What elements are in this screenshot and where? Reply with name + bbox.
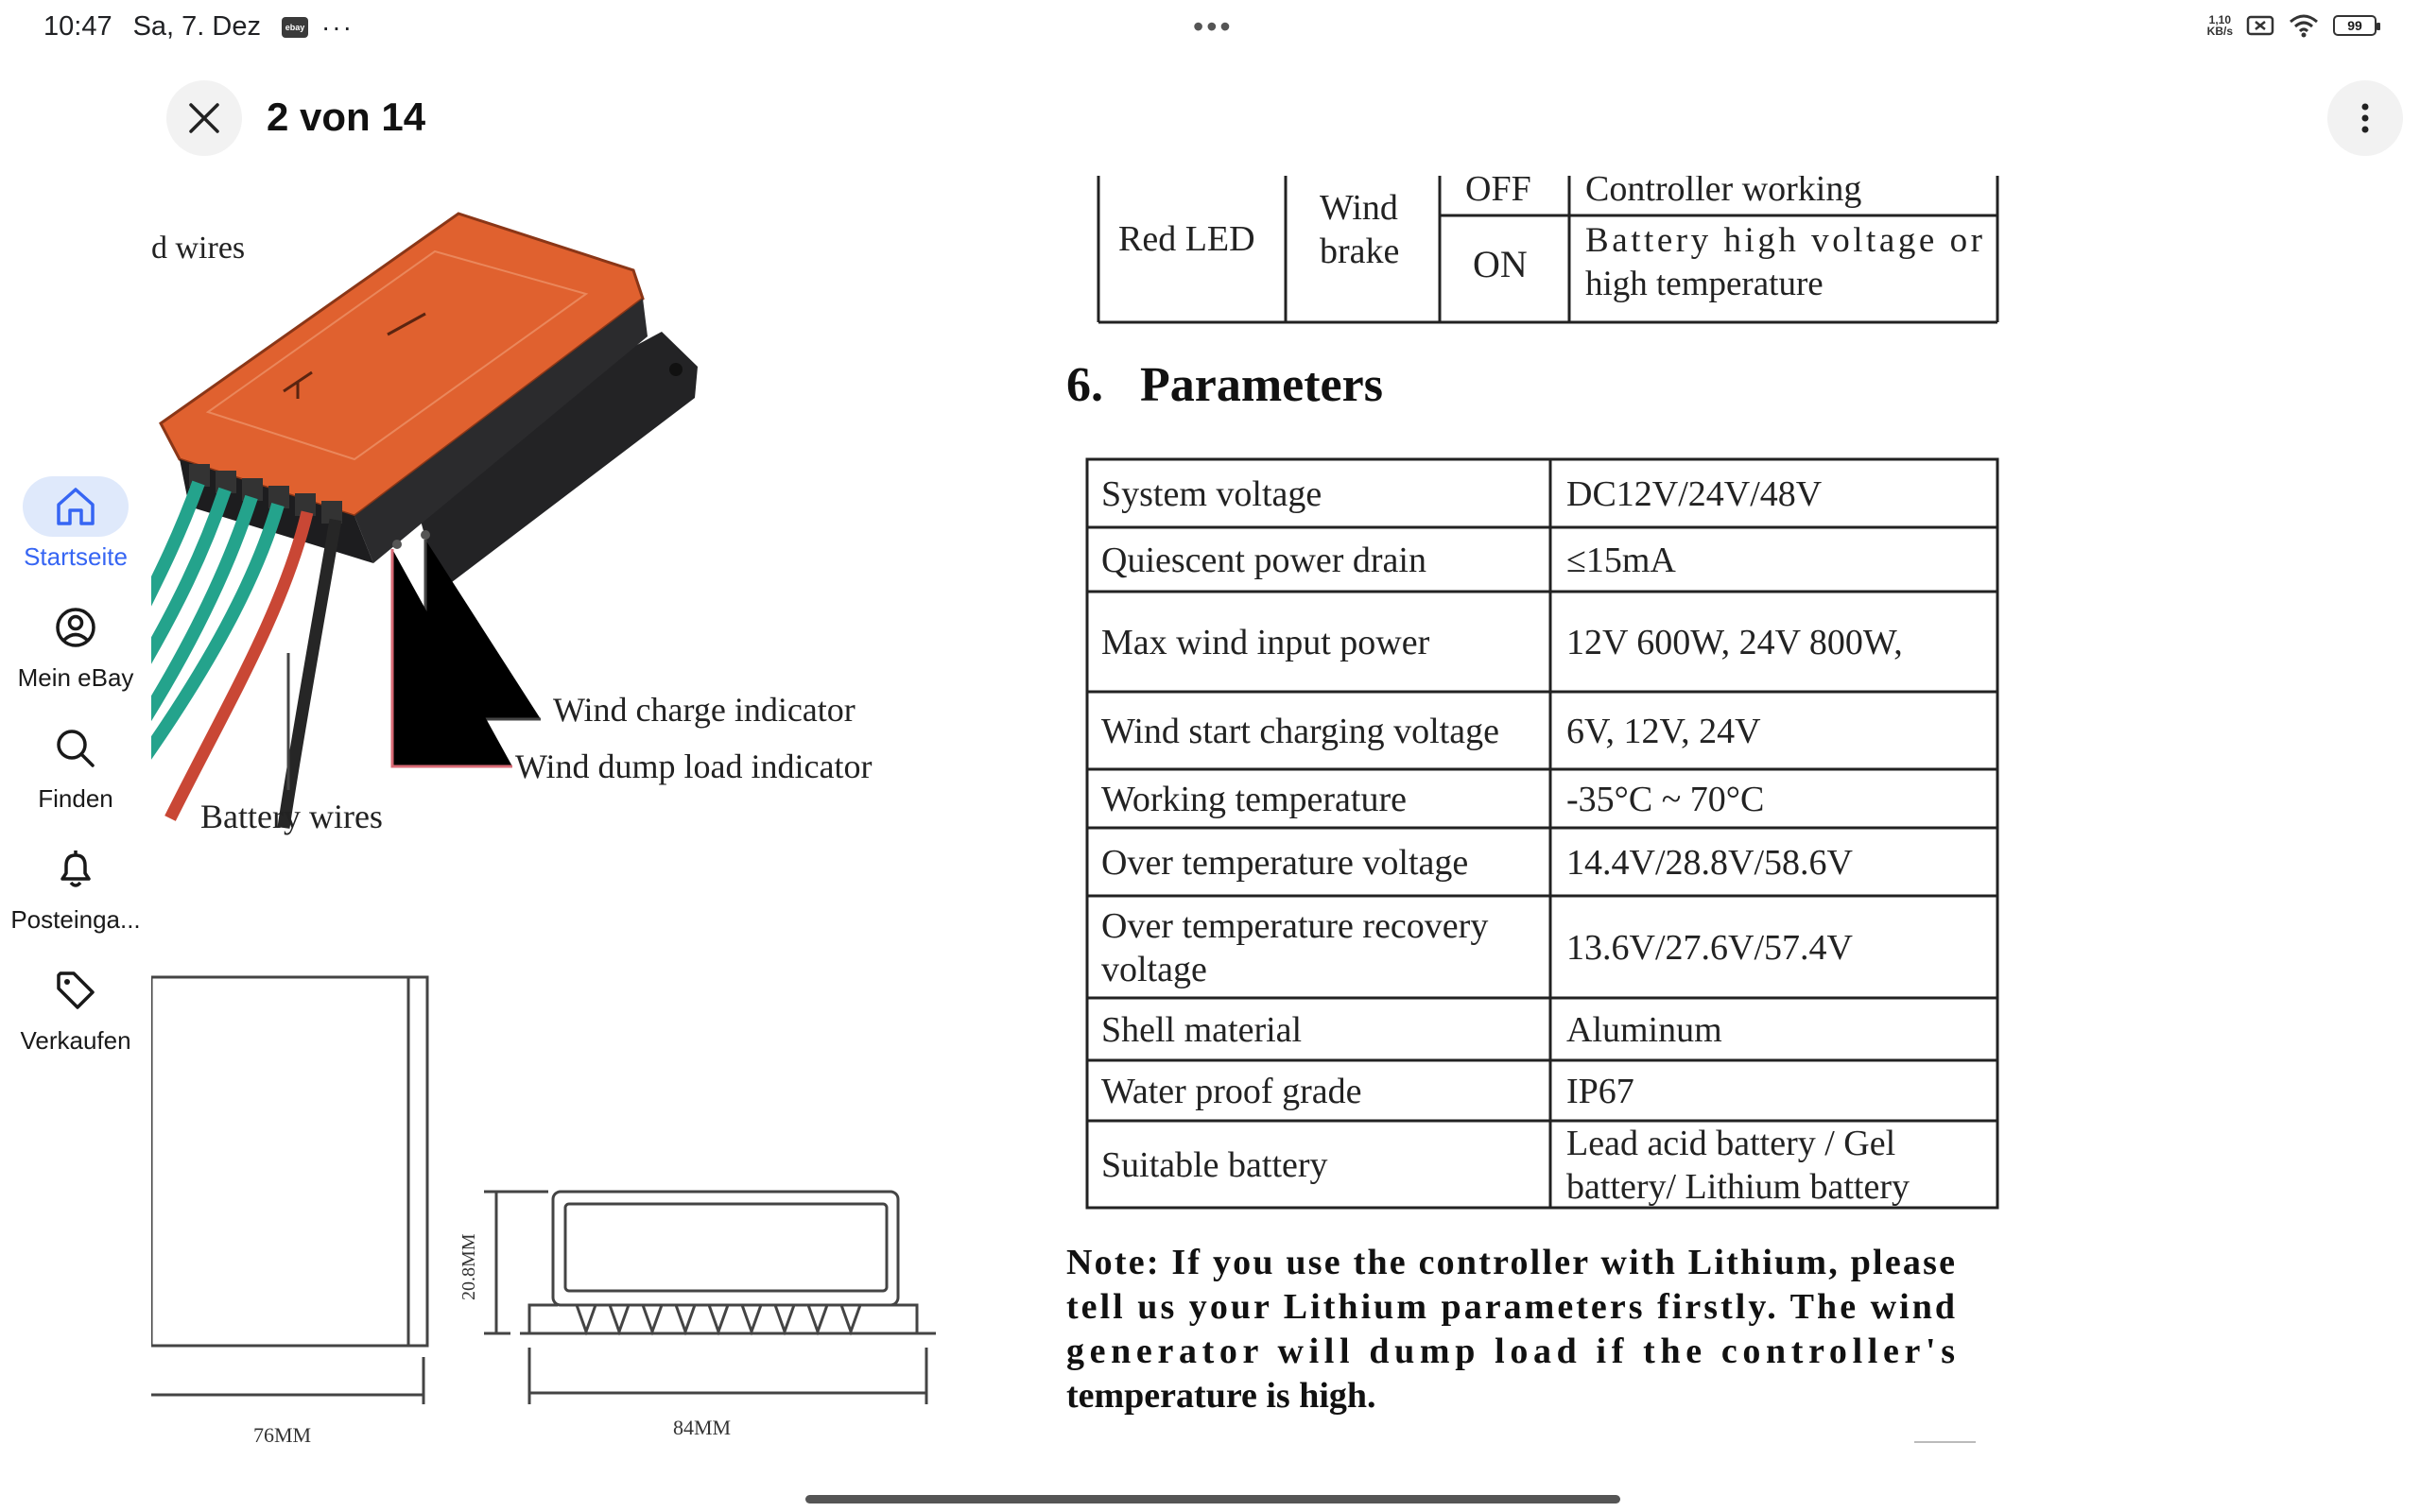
param-name-3-0: Wind start charging voltage xyxy=(1101,712,1499,751)
param-value-2-0: 12V 600W, 24V 800W, xyxy=(1566,623,1903,662)
account-icon xyxy=(53,605,98,650)
dimension-drawing-top xyxy=(151,977,427,1404)
param-value-3-0: 6V, 12V, 24V xyxy=(1566,712,1761,751)
led-table-brake: brake xyxy=(1320,232,1400,271)
status-right xyxy=(2207,13,2377,38)
param-value-7-0: Aluminum xyxy=(1566,1010,1722,1050)
callout-wind-charge: Wind charge indicator xyxy=(553,691,856,729)
image-counter: 2 von 14 xyxy=(267,94,426,139)
dim-width-label: 76MM xyxy=(253,1423,312,1447)
param-value-9-1: battery/ Lithium battery xyxy=(1566,1167,1910,1207)
param-value-8-0: IP67 xyxy=(1566,1072,1634,1111)
status-time: 10:47 xyxy=(43,11,112,42)
home-icon xyxy=(53,484,98,529)
param-value-6-0: 13.6V/27.6V/57.4V xyxy=(1566,928,1853,968)
window-handle-dots[interactable]: ••• xyxy=(1193,9,1234,43)
section-title: 6. Parameters xyxy=(1066,358,1383,412)
more-notifications-indicator: ··· xyxy=(320,11,354,42)
ebay-notification-icon: ebay xyxy=(282,17,308,38)
param-name-2-0: Max wind input power xyxy=(1101,623,1430,662)
viewer-header xyxy=(0,76,2420,161)
param-name-9-0: Suitable battery xyxy=(1101,1145,1328,1185)
product-image-canvas xyxy=(151,176,2193,1448)
nav-label-finden: Finden xyxy=(38,784,113,813)
controller-photo xyxy=(151,214,698,828)
param-value-4-0: -35°C ~ 70°C xyxy=(1566,780,1765,819)
callout-battery-wires: Battery wires xyxy=(200,798,383,835)
close-button[interactable] xyxy=(166,80,242,156)
led-table-wind: Wind xyxy=(1320,188,1398,228)
nav-item-startseite[interactable] xyxy=(0,472,151,593)
nav-item-finden[interactable] xyxy=(0,714,151,835)
led-table-desc-line1: Battery high voltage or xyxy=(1585,221,1982,260)
param-name-5-0: Over temperature voltage xyxy=(1101,843,1469,883)
nav-label-startseite: Startseite xyxy=(24,542,128,571)
dim-height-label: 20.8MM xyxy=(458,1233,479,1300)
param-name-6-1: voltage xyxy=(1101,950,1207,989)
sim-off-icon xyxy=(2246,14,2274,37)
more-options-button[interactable] xyxy=(2327,80,2403,156)
nav-item-mein-ebay[interactable] xyxy=(0,593,151,714)
status-left xyxy=(43,11,354,43)
led-table-desc-line2: high temperature xyxy=(1585,265,1824,303)
tag-icon xyxy=(53,968,98,1013)
param-name-8-0: Water proof grade xyxy=(1101,1072,1362,1111)
close-icon xyxy=(187,101,221,135)
nav-rail xyxy=(0,472,151,1077)
wifi-icon xyxy=(2288,13,2320,38)
battery-icon: 99 xyxy=(2333,15,2377,36)
param-value-5-0: 14.4V/28.8V/58.6V xyxy=(1566,843,1853,883)
nav-item-posteingang[interactable] xyxy=(0,835,151,956)
status-bar xyxy=(0,0,2420,60)
note-line-0: Note: If you use the controller with Lithium, please xyxy=(1066,1243,1955,1282)
bell-icon xyxy=(53,847,98,892)
parameters-rows xyxy=(1101,474,1910,1207)
led-table-col1: Red LED xyxy=(1118,219,1255,259)
note-paragraph xyxy=(1066,1243,1955,1416)
status-date: Sa, 7. Dez xyxy=(132,11,261,42)
note-line-2: generator will dump load if the controller's xyxy=(1066,1332,1955,1371)
dimension-drawing-side xyxy=(484,1192,936,1404)
param-value-9-0: Lead acid battery / Gel xyxy=(1566,1124,1896,1163)
param-name-4-0: Working temperature xyxy=(1101,780,1407,819)
product-image[interactable] xyxy=(151,176,2193,1448)
search-icon xyxy=(53,726,98,771)
led-table-on: ON xyxy=(1473,243,1528,285)
callout-wind-dump: Wind dump load indicator xyxy=(515,747,873,785)
param-value-0-0: DC12V/24V/48V xyxy=(1566,474,1823,514)
more-vertical-icon xyxy=(2360,101,2371,135)
callout-wires: d wires xyxy=(151,231,246,266)
note-line-3: temperature is high. xyxy=(1066,1376,1376,1416)
led-table-controller-working: Controller working xyxy=(1585,176,1862,209)
param-name-7-0: Shell material xyxy=(1101,1010,1303,1050)
param-name-6-0: Over temperature recovery xyxy=(1101,906,1489,946)
param-value-1-0: ≤15mA xyxy=(1566,541,1676,580)
home-indicator[interactable] xyxy=(805,1495,1620,1503)
network-speed: 1,10 KB/s xyxy=(2206,13,2233,38)
nav-label-mein-ebay: Mein eBay xyxy=(17,663,134,692)
nav-label-verkaufen: Verkaufen xyxy=(20,1026,131,1055)
led-table-off: OFF xyxy=(1465,176,1531,209)
param-name-0-0: System voltage xyxy=(1101,474,1322,514)
dim-depth-label: 84MM xyxy=(673,1416,732,1439)
param-name-1-0: Quiescent power drain xyxy=(1101,541,1426,580)
nav-item-verkaufen[interactable] xyxy=(0,956,151,1077)
note-line-1: tell us your Lithium parameters firstly. The wind xyxy=(1066,1287,1955,1327)
nav-label-posteingang: Posteinga... xyxy=(10,905,141,934)
